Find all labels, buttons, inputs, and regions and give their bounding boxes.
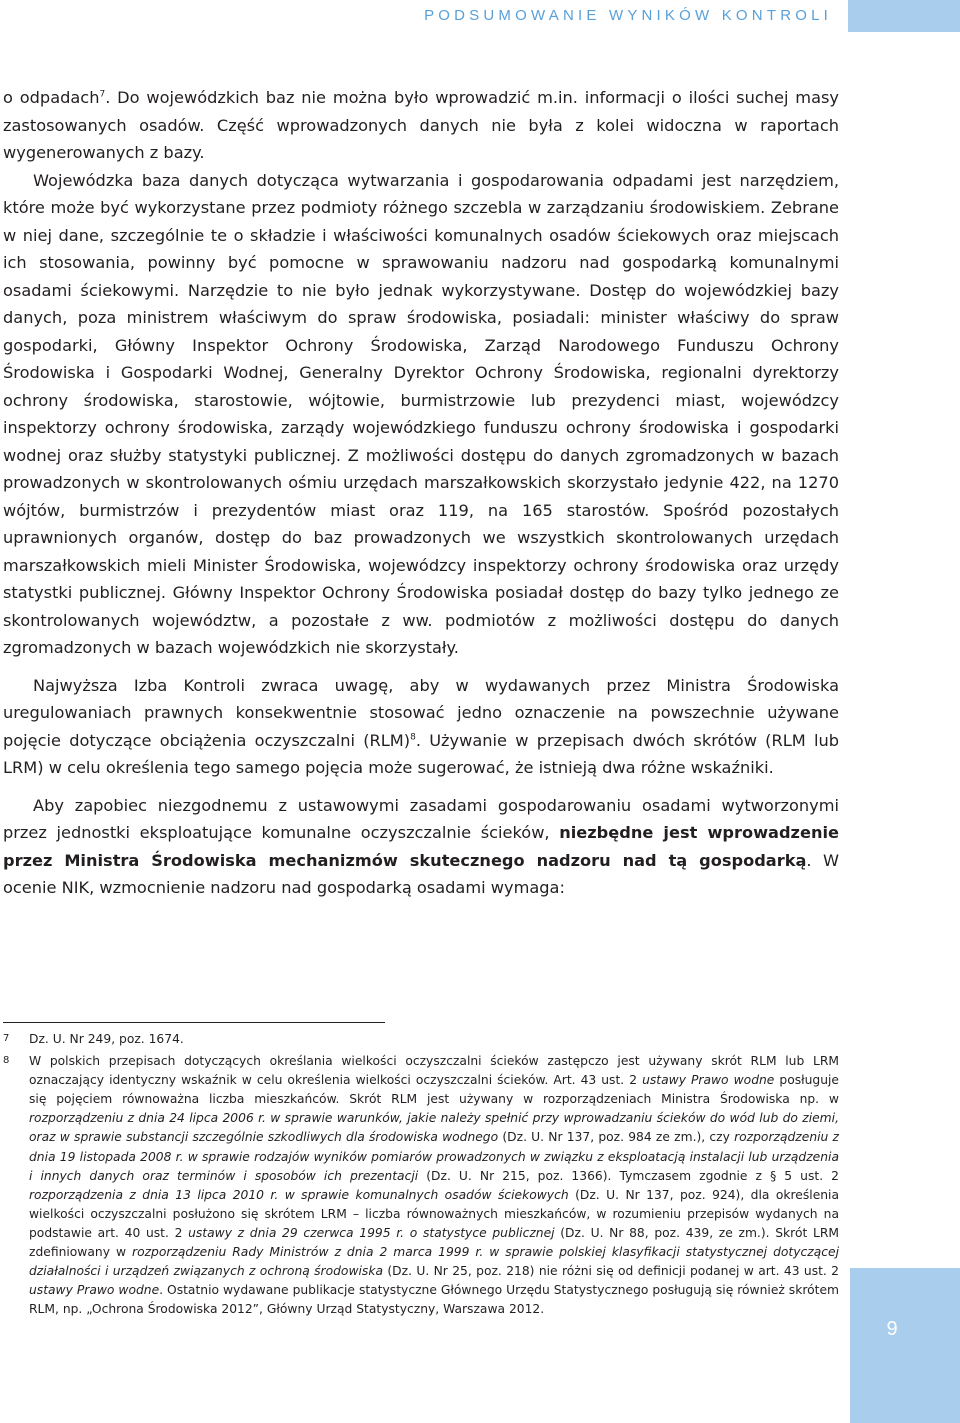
paragraph-4-bold: niezbędne jest wprowadzenie przez Ministra Środowiska mechanizmów skutecznego nadzoru nad tą gospodarką <box>3 823 840 870</box>
page-number: 9 <box>886 1318 898 1340</box>
footnote-text: ustawy Prawo wodne <box>642 1073 775 1088</box>
footnote-text: . Ostatnio wydawane publikacje statystyczne Głównego Urzędu Statystycznego posługują się również skrótem RLM, np. „Ochrona Środowiska 2012”, Główny Urząd Statystyczny, Warszawa 2012. <box>29 1283 840 1317</box>
paragraph-1 <box>3 84 839 167</box>
paragraph-4 <box>3 792 839 902</box>
paragraph-3-text-b: . Używanie w przepisach dwóch skrótów (RLM lub LRM) w celu określenia tego samego pojęcia może sugerować, że istnieją dwa różne wskaźniki. <box>3 730 839 777</box>
footnote-text: (Dz. U. Nr 137, poz. 984 ze zm.), czy <box>498 1130 735 1145</box>
paragraph-4-text-b: . W ocenie NIK, wzmocnienie nadzoru nad gospodarką osadami wymaga: <box>3 850 840 897</box>
header-title: PODSUMOWANIE WYNIKÓW KONTROLI <box>424 7 832 24</box>
footnote-7 <box>3 1030 839 1049</box>
paragraph-1-text-a: o odpadach <box>3 88 100 107</box>
footnote-text: Dz. U. Nr 249, poz. 1674. <box>29 1032 184 1046</box>
footnote-text: ustawy Prawo wodne <box>29 1283 160 1298</box>
main-text <box>3 84 839 902</box>
paragraph-2: Wojewódzka baza danych dotycząca wytwarzania i gospodarowania odpadami jest narzędziem, które może być wykorzystane przez podmioty różnego szczebla w zarządzaniu środowiskiem. Zebrane w niej dane, szczególnie te o składzie i właściwości komunalnych osadów ściekowych oraz miejscach ich stosowania, powinny być pomocne w sprawowaniu nadzoru nad gospodarką komunalnymi osadami ściekowymi. Narzędzie to nie było jednak wykorzystywane. Dostęp do wojewódzkiej bazy danych, poza ministrem właściwym do spraw środowiska, posiadali: minister właściwy do spraw gospodarki, Główny Inspektor Ochrony Środowiska, Zarząd Narodowego Funduszu Ochrony Środowiska i Gospodarki Wodnej, Generalny Dyrektor Ochrony Środowiska, regionalni dyrektorzy ochrony środowiska, starostowie, wójtowie, burmistrzowie lub prezydenci miast, wojewódzcy inspektorzy ochrony środowiska, zarządy wojewódzkiego funduszu ochrony środowiska i gospodarki wodnej oraz służby statystyki publicznej. Z możliwości dostępu do danych zgromadzonych w bazach prowadzonych w skontrolowanych ośmiu urzędach marszałkowskich skorzystało jedynie 422, na 1270 wójtów, burmistrzów i prezydentów miast oraz 119, na 165 starostów. Spośród pozostałych uprawnionych organów, dostęp do baz prowadzonych we wszystkich skontrolowanych urzędach marszałkowskich mieli Minister Środowiska, wojewódzcy inspektorzy ochrony środowiska oraz urzędy statystki publicznej. Główny Inspektor Ochrony Środowiska posiadał dostęp do bazy tylko jednego ze skontrolowanych województw, a pozostałe z ww. podmiotów z możliwości dostępu do danych zgromadzonych w bazach wojewódzkich nie skorzystały. <box>3 170 839 657</box>
footnotes <box>3 1030 839 1319</box>
paragraph-4-text-a: Aby zapobiec niezgodnemu z ustawowymi zasadami gospodarowaniu osadami wytworzonymi przez jednostki eksploatujące komunalne oczyszczalnie ścieków, <box>3 795 839 842</box>
paragraph-3-text-a: Najwyższa Izba Kontroli zwraca uwagę, aby w wydawanych przez Ministra Środowiska uregulowaniach prawnych konsekwentnie stosować jedno oznaczenie na powszechnie używane pojęcie dotyczące obciążenia oczyszczalni (RLM) <box>3 675 839 750</box>
footnote-ref-7[interactable]: 7 <box>99 89 106 100</box>
footnote-separator <box>3 1022 385 1023</box>
footnote-text: rozporządzenia z dnia 13 lipca 2010 r. w sprawie komunalnych osadów ściekowych <box>29 1187 569 1202</box>
footnote-text: (Dz. U. Nr 88, poz. 439, ze zm.). Skrót LRM zdefiniowany w <box>29 1225 839 1260</box>
footnote-text: (Dz. U. Nr 137, poz. 924), dla określenia wielkości oczyszczalni posłużono się skrótem LRM – liczba równoważnych mieszkańców, w rozumieniu przepisów wydanych na podstawie art. 40 ust. 2 <box>29 1187 839 1240</box>
footnote-text: ustawy z dnia 29 czerwca 1995 r. o statystyce publicznej <box>188 1225 555 1240</box>
footnote-text: W polskich przepisach dotyczących określania wielkości oczyszczalni ścieków zastępczo jest używany skrót RLM lub LRM oznaczający identyczny wskaźnik w celu określenia wielkości oczyszczalni ścieków. Art. 43 ust. 2 <box>29 1054 839 1088</box>
header-color-block <box>848 0 960 32</box>
footnote-text: rozporządzeniu z dnia 24 lipca 2006 r. w sprawie warunków, jakie należy spełnić przy wprowadzaniu ścieków do wód lub do ziemi, oraz w sprawie substancji szczególnie szkodliwych dla środowiska wodnego <box>29 1111 839 1145</box>
footnote-text: posługuje się pojęciem równoważna liczba mieszkańców. Skrót RLM jest używany w rozporządzeniach Ministra Środowiska np. w <box>29 1073 839 1107</box>
footnote-text: rozporządzeniu z dnia 19 listopada 2008 r. w sprawie rodzajów wyników pomiarów prowadzonych w związku z eksploatacją instalacji lub urządzenia i innych danych oraz terminów i sposobów ich prezentacji <box>29 1130 839 1183</box>
footnote-ref-8[interactable]: 8 <box>410 732 416 743</box>
footnote-number: 7 <box>3 1033 10 1044</box>
page-number-tab <box>850 1268 960 1423</box>
footnote-number: 8 <box>3 1055 10 1067</box>
page-header <box>0 0 960 34</box>
paragraph-3 <box>3 672 839 782</box>
footnote-text: (Dz. U. Nr 215, poz. 1366). Tymczasem zgodnie z § 5 ust. 2 <box>418 1168 840 1183</box>
footnote-8 <box>3 1052 839 1319</box>
footnote-text: (Dz. U. Nr 25, poz. 218) nie różni się od definicji podanej w art. 43 ust. 2 <box>383 1264 840 1279</box>
paragraph-1-text-b: . Do wojewódzkich baz nie można było wprowadzić m.in. informacji o ilości suchej masy zastosowanych osadów. Część wprowadzonych danych nie była z kolei widoczna w raportach wygenerowanych z bazy. <box>3 88 839 162</box>
footnote-text: rozporządzeniu Rady Ministrów z dnia 2 marca 1999 r. w sprawie polskiej klasyfikacji statystycznej dotyczącej działalności i urządzeń związanych z ochroną środowiska <box>29 1245 840 1279</box>
